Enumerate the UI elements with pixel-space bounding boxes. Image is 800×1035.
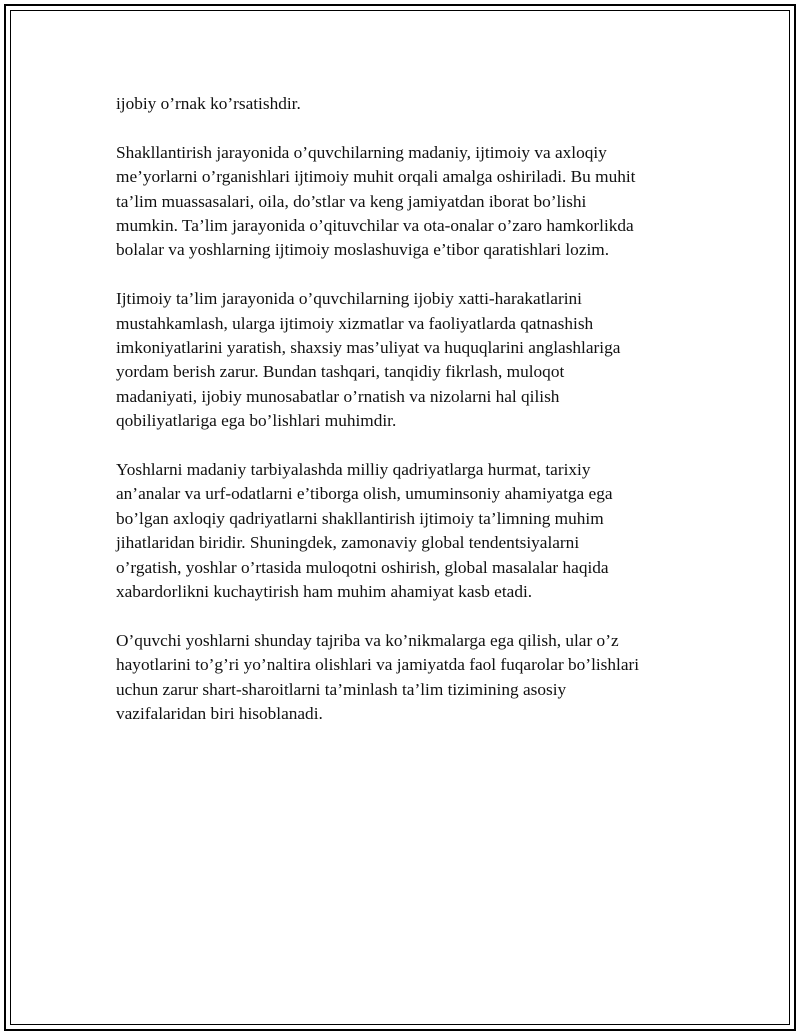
text-line: O’quvchi yoshlarni shunday tajriba va ko’nikmalarga ega qilish, ular o’z (116, 630, 619, 650)
text-line: yordam berish zarur. Bundan tashqari, tanqidiy fikrlash, muloqot (116, 362, 565, 382)
text-line: mumkin. Ta’lim jarayonida o’qituvchilar va ota-onalar o’zaro hamkorlikda (116, 216, 634, 236)
text-line: jihatlaridan biridir. Shuningdek, zamonaviy global tendentsiyalarni (116, 533, 580, 553)
document-body (116, 92, 686, 751)
paragraph-1 (116, 92, 686, 116)
text-line: Yoshlarni madaniy tarbiyalashda milliy qadriyatlarga hurmat, tarixiy (116, 460, 591, 480)
text-line: Shakllantirish jarayonida o’quvchilarning madaniy, ijtimoiy va axloqiy (116, 142, 607, 162)
text-line: Ijtimoiy ta’lim jarayonida o’quvchilarning ijobiy xatti-harakatlarini (116, 289, 582, 309)
text-line: ta’lim muassasalari, oila, do’stlar va keng jamiyatdan iborat bo’lishi (116, 191, 587, 211)
paragraph-5 (116, 629, 686, 727)
text-line: ijobiy o’rnak ko’rsatishdir. (116, 94, 301, 113)
text-line: bo’lgan axloqiy qadriyatlarni shakllantirish ijtimoiy ta’limning muhim (116, 508, 604, 528)
text-line: uchun zarur shart-sharoitlarni ta’minlash ta’lim tizimining asosiy (116, 679, 567, 699)
text-line: vazifalaridan biri hisoblanadi. (116, 704, 323, 724)
text-line: me’yorlarni o’rganishlari ijtimoiy muhit orqali amalga oshiriladi. Bu muhit (116, 167, 636, 187)
paragraph-2 (116, 141, 686, 263)
text-line: madaniyati, ijobiy munosabatlar o’rnatish va nizolarni hal qilish (116, 386, 560, 406)
text-line: o’rgatish, yoshlar o’rtasida muloqotni oshirish, global masalalar haqida (116, 557, 609, 577)
paragraph-3 (116, 287, 686, 433)
text-line: hayotlarini to’g’ri yo’naltira olishlari va jamiyatda faol fuqarolar bo’lishlari (116, 655, 640, 675)
text-line: qobiliyatlariga ega bo’lishlari muhimdir. (116, 411, 397, 431)
text-line: imkoniyatlarini yaratish, shaxsiy mas’uliyat va huquqlarini anglashlariga (116, 338, 621, 358)
paragraph-4 (116, 458, 686, 604)
text-line: xabardorlikni kuchaytirish ham muhim ahamiyat kasb etadi. (116, 582, 533, 602)
text-line: bolalar va yoshlarning ijtimoiy moslashuviga e’tibor qaratishlari lozim. (116, 240, 610, 260)
text-line: an’analar va urf-odatlarni e’tiborga olish, umuminsoniy ahamiyatga ega (116, 484, 613, 504)
text-line: mustahkamlash, ularga ijtimoiy xizmatlar va faoliyatlarda qatnashish (116, 313, 594, 333)
